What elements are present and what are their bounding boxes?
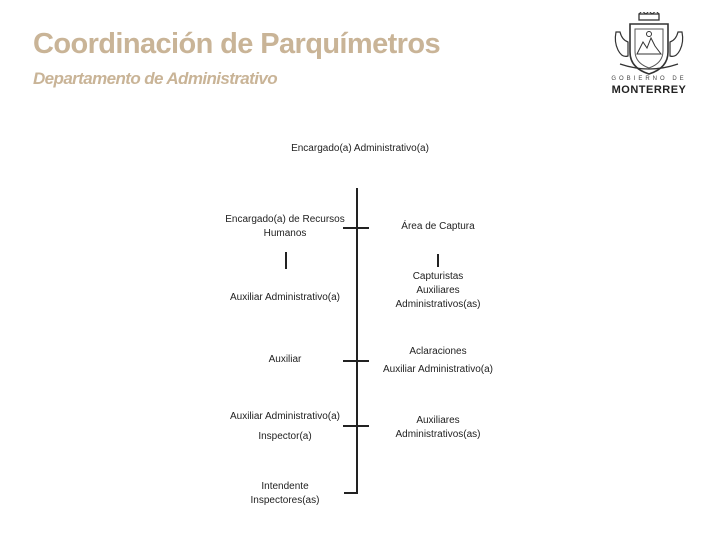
org-node-right-2-label: Capturistas Auxiliares Administrativos(as) <box>395 271 481 310</box>
org-node-right-2 <box>368 270 508 312</box>
org-node-left-3-label: Auxiliar <box>268 354 302 365</box>
connector-right <box>437 254 439 267</box>
org-node-left-1-label: Encargado(a) de Recursos Humanos <box>225 214 345 239</box>
org-node-right-4 <box>368 363 508 377</box>
page-title: Coordinación de Parquímetros <box>33 28 440 60</box>
org-node-top-label: Encargado(a) Administrativo(a) <box>291 143 429 154</box>
org-node-left-5 <box>214 430 356 444</box>
org-node-right-4-label: Auxiliar Administrativo(a) <box>382 364 494 375</box>
org-node-right-3 <box>368 345 508 359</box>
org-node-left-2 <box>214 291 356 305</box>
org-node-left-5-label: Inspector(a) <box>258 431 312 442</box>
org-node-right-3-label: Aclaraciones <box>409 346 467 357</box>
org-node-left-6-label: Intendente Inspectores(as) <box>250 481 320 506</box>
org-node-left-6 <box>214 480 356 508</box>
org-spine <box>356 188 358 493</box>
logo-small-text: GOBIERNO DE <box>611 76 687 82</box>
org-node-left-3 <box>214 353 356 367</box>
org-node-right-5 <box>368 414 508 442</box>
connector-left <box>285 252 287 269</box>
org-node-left-4-label: Auxiliar Administrativo(a) <box>229 411 341 422</box>
org-node-left-4 <box>214 410 356 424</box>
org-node-right-1-label: Área de Captura <box>401 221 475 232</box>
tick-right-2 <box>357 360 369 362</box>
page-subtitle: Departamento de Administrativo <box>33 69 277 88</box>
org-node-right-5-label: Auxiliares Administrativos(as) <box>395 415 481 440</box>
tick-left-3 <box>343 425 357 427</box>
org-node-top <box>260 142 460 156</box>
org-node-left-2-label: Auxiliar Administrativo(a) <box>229 292 341 303</box>
org-node-left-1 <box>214 213 356 241</box>
logo-big-text: MONTERREY <box>611 84 687 96</box>
org-node-right-1 <box>368 220 508 234</box>
